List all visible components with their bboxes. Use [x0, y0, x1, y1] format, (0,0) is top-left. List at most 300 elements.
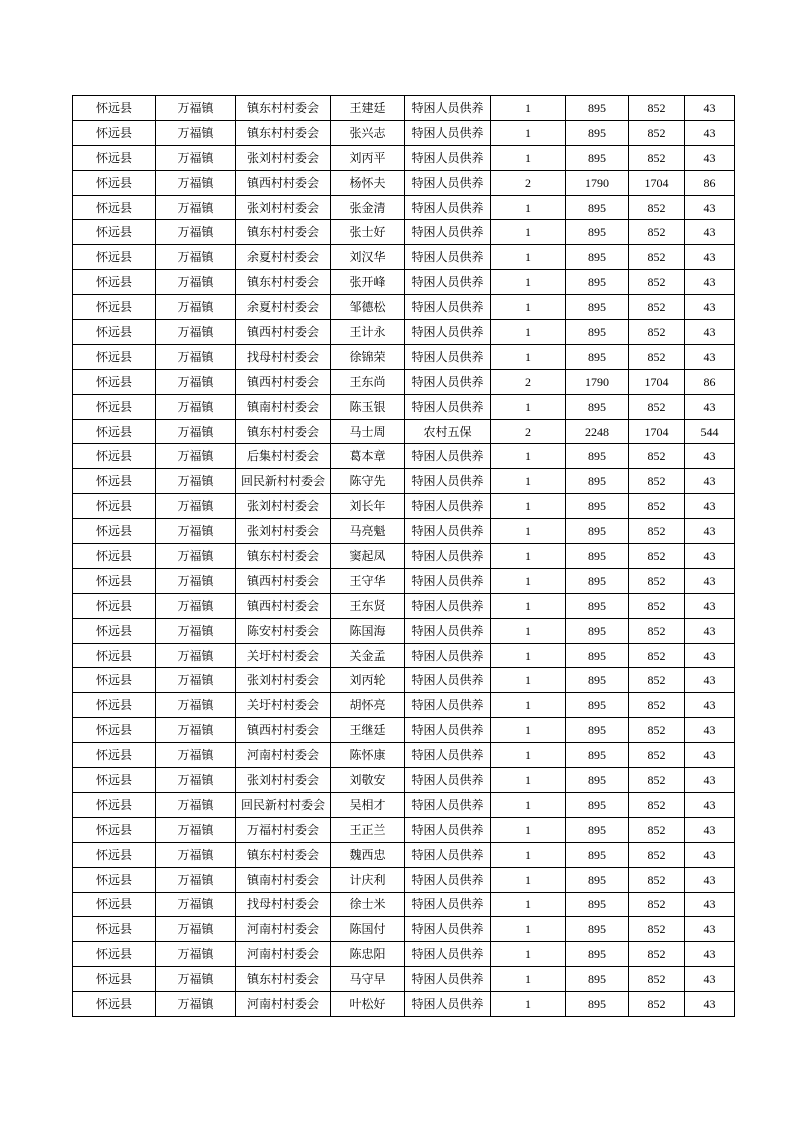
- village-committee-cell: 张刘村村委会: [236, 494, 331, 519]
- base-amount-cell: 852: [629, 618, 685, 643]
- village-committee-cell: 镇东村村委会: [236, 842, 331, 867]
- town-cell: 万福镇: [156, 295, 236, 320]
- household-size-cell: 1: [491, 544, 566, 569]
- assistance-type-cell: 特困人员供养: [405, 743, 491, 768]
- county-cell: 怀远县: [73, 917, 156, 942]
- village-committee-cell: 镇东村村委会: [236, 220, 331, 245]
- difference-cell: 43: [685, 245, 735, 270]
- person-name-cell: 陈怀康: [331, 743, 405, 768]
- town-cell: 万福镇: [156, 593, 236, 618]
- county-cell: 怀远县: [73, 170, 156, 195]
- base-amount-cell: 852: [629, 867, 685, 892]
- assistance-type-cell: 特困人员供养: [405, 817, 491, 842]
- person-name-cell: 魏西忠: [331, 842, 405, 867]
- base-amount-cell: 852: [629, 544, 685, 569]
- town-cell: 万福镇: [156, 394, 236, 419]
- village-committee-cell: 镇西村村委会: [236, 718, 331, 743]
- table-row: [73, 992, 735, 1017]
- town-cell: 万福镇: [156, 444, 236, 469]
- town-cell: 万福镇: [156, 245, 236, 270]
- town-cell: 万福镇: [156, 942, 236, 967]
- table-row: [73, 96, 735, 121]
- person-name-cell: 窦起凤: [331, 544, 405, 569]
- household-size-cell: 1: [491, 842, 566, 867]
- county-cell: 怀远县: [73, 519, 156, 544]
- assistance-type-cell: 特困人员供养: [405, 618, 491, 643]
- household-size-cell: 1: [491, 917, 566, 942]
- person-name-cell: 陈国海: [331, 618, 405, 643]
- town-cell: 万福镇: [156, 344, 236, 369]
- village-committee-cell: 后集村村委会: [236, 444, 331, 469]
- amount-cell: 895: [566, 469, 629, 494]
- household-size-cell: 2: [491, 419, 566, 444]
- amount-cell: 895: [566, 245, 629, 270]
- difference-cell: 43: [685, 817, 735, 842]
- amount-cell: 1790: [566, 170, 629, 195]
- amount-cell: 895: [566, 96, 629, 121]
- county-cell: 怀远县: [73, 295, 156, 320]
- household-size-cell: 1: [491, 344, 566, 369]
- county-cell: 怀远县: [73, 718, 156, 743]
- table-row: [73, 967, 735, 992]
- town-cell: 万福镇: [156, 768, 236, 793]
- person-name-cell: 邹德松: [331, 295, 405, 320]
- assistance-type-cell: 特困人员供养: [405, 344, 491, 369]
- village-committee-cell: 找母村村委会: [236, 344, 331, 369]
- household-size-cell: 1: [491, 245, 566, 270]
- amount-cell: 895: [566, 195, 629, 220]
- town-cell: 万福镇: [156, 792, 236, 817]
- base-amount-cell: 852: [629, 270, 685, 295]
- town-cell: 万福镇: [156, 967, 236, 992]
- base-amount-cell: 852: [629, 967, 685, 992]
- person-name-cell: 王东贤: [331, 593, 405, 618]
- assistance-type-cell: 特困人员供养: [405, 494, 491, 519]
- difference-cell: 43: [685, 295, 735, 320]
- base-amount-cell: 852: [629, 220, 685, 245]
- person-name-cell: 马守早: [331, 967, 405, 992]
- village-committee-cell: 镇东村村委会: [236, 120, 331, 145]
- county-cell: 怀远县: [73, 792, 156, 817]
- amount-cell: 895: [566, 544, 629, 569]
- town-cell: 万福镇: [156, 842, 236, 867]
- assistance-type-cell: 特困人员供养: [405, 519, 491, 544]
- difference-cell: 43: [685, 992, 735, 1017]
- town-cell: 万福镇: [156, 917, 236, 942]
- person-name-cell: 刘丙平: [331, 145, 405, 170]
- assistance-type-cell: 特困人员供养: [405, 992, 491, 1017]
- county-cell: 怀远县: [73, 195, 156, 220]
- county-cell: 怀远县: [73, 867, 156, 892]
- village-committee-cell: 镇东村村委会: [236, 544, 331, 569]
- amount-cell: 895: [566, 320, 629, 345]
- difference-cell: 43: [685, 743, 735, 768]
- person-name-cell: 陈忠阳: [331, 942, 405, 967]
- difference-cell: 43: [685, 768, 735, 793]
- household-size-cell: 1: [491, 668, 566, 693]
- village-committee-cell: 万福村村委会: [236, 817, 331, 842]
- town-cell: 万福镇: [156, 992, 236, 1017]
- county-cell: 怀远县: [73, 369, 156, 394]
- difference-cell: 43: [685, 693, 735, 718]
- household-size-cell: 1: [491, 220, 566, 245]
- table-row: [73, 718, 735, 743]
- table-row: [73, 519, 735, 544]
- village-committee-cell: 镇南村村委会: [236, 394, 331, 419]
- difference-cell: 43: [685, 444, 735, 469]
- amount-cell: 895: [566, 867, 629, 892]
- amount-cell: 2248: [566, 419, 629, 444]
- assistance-type-cell: 特困人员供养: [405, 394, 491, 419]
- base-amount-cell: 852: [629, 792, 685, 817]
- base-amount-cell: 852: [629, 469, 685, 494]
- assistance-type-cell: 特困人员供养: [405, 170, 491, 195]
- base-amount-cell: 852: [629, 394, 685, 419]
- assistance-type-cell: 特困人员供养: [405, 295, 491, 320]
- county-cell: 怀远县: [73, 942, 156, 967]
- difference-cell: 43: [685, 942, 735, 967]
- county-cell: 怀远县: [73, 320, 156, 345]
- table-row: [73, 344, 735, 369]
- assistance-type-cell: 特困人员供养: [405, 643, 491, 668]
- base-amount-cell: 852: [629, 693, 685, 718]
- household-size-cell: 1: [491, 96, 566, 121]
- person-name-cell: 马士周: [331, 419, 405, 444]
- person-name-cell: 张开峰: [331, 270, 405, 295]
- table-row: [73, 469, 735, 494]
- amount-cell: 895: [566, 270, 629, 295]
- county-cell: 怀远县: [73, 842, 156, 867]
- difference-cell: 43: [685, 867, 735, 892]
- assistance-type-cell: 特困人员供养: [405, 942, 491, 967]
- village-committee-cell: 回民新村村委会: [236, 469, 331, 494]
- amount-cell: 895: [566, 344, 629, 369]
- household-size-cell: 1: [491, 768, 566, 793]
- table-row: [73, 792, 735, 817]
- household-size-cell: 1: [491, 295, 566, 320]
- assistance-type-cell: 特困人员供养: [405, 320, 491, 345]
- county-cell: 怀远县: [73, 245, 156, 270]
- person-name-cell: 陈守先: [331, 469, 405, 494]
- base-amount-cell: 852: [629, 320, 685, 345]
- village-committee-cell: 河南村村委会: [236, 942, 331, 967]
- person-name-cell: 徐士米: [331, 892, 405, 917]
- village-committee-cell: 张刘村村委会: [236, 519, 331, 544]
- difference-cell: 43: [685, 718, 735, 743]
- difference-cell: 43: [685, 544, 735, 569]
- household-size-cell: 1: [491, 469, 566, 494]
- county-cell: 怀远县: [73, 394, 156, 419]
- base-amount-cell: 852: [629, 817, 685, 842]
- difference-cell: 43: [685, 892, 735, 917]
- base-amount-cell: 852: [629, 942, 685, 967]
- village-committee-cell: 镇西村村委会: [236, 369, 331, 394]
- town-cell: 万福镇: [156, 867, 236, 892]
- base-amount-cell: 852: [629, 145, 685, 170]
- difference-cell: 86: [685, 369, 735, 394]
- county-cell: 怀远县: [73, 618, 156, 643]
- town-cell: 万福镇: [156, 544, 236, 569]
- person-name-cell: 王东尚: [331, 369, 405, 394]
- household-size-cell: 2: [491, 170, 566, 195]
- county-cell: 怀远县: [73, 469, 156, 494]
- village-committee-cell: 镇西村村委会: [236, 320, 331, 345]
- person-name-cell: 计庆利: [331, 867, 405, 892]
- county-cell: 怀远县: [73, 593, 156, 618]
- amount-cell: 895: [566, 145, 629, 170]
- household-size-cell: 1: [491, 145, 566, 170]
- person-name-cell: 葛本章: [331, 444, 405, 469]
- amount-cell: 895: [566, 618, 629, 643]
- table-row: [73, 917, 735, 942]
- village-committee-cell: 镇东村村委会: [236, 419, 331, 444]
- base-amount-cell: 852: [629, 120, 685, 145]
- amount-cell: 895: [566, 693, 629, 718]
- household-size-cell: 1: [491, 519, 566, 544]
- difference-cell: 43: [685, 220, 735, 245]
- town-cell: 万福镇: [156, 469, 236, 494]
- county-cell: 怀远县: [73, 419, 156, 444]
- amount-cell: 895: [566, 917, 629, 942]
- village-committee-cell: 陈安村村委会: [236, 618, 331, 643]
- amount-cell: 895: [566, 942, 629, 967]
- person-name-cell: 徐锦荣: [331, 344, 405, 369]
- village-committee-cell: 张刘村村委会: [236, 145, 331, 170]
- assistance-type-cell: 特困人员供养: [405, 917, 491, 942]
- amount-cell: 895: [566, 842, 629, 867]
- table-row: [73, 145, 735, 170]
- town-cell: 万福镇: [156, 693, 236, 718]
- assistance-type-cell: 特困人员供养: [405, 768, 491, 793]
- person-name-cell: 刘长年: [331, 494, 405, 519]
- town-cell: 万福镇: [156, 96, 236, 121]
- difference-cell: 43: [685, 394, 735, 419]
- town-cell: 万福镇: [156, 718, 236, 743]
- county-cell: 怀远县: [73, 568, 156, 593]
- assistance-type-cell: 特困人员供养: [405, 369, 491, 394]
- table-row: [73, 942, 735, 967]
- base-amount-cell: 852: [629, 96, 685, 121]
- village-committee-cell: 镇西村村委会: [236, 170, 331, 195]
- village-committee-cell: 张刘村村委会: [236, 668, 331, 693]
- village-committee-cell: 河南村村委会: [236, 917, 331, 942]
- town-cell: 万福镇: [156, 668, 236, 693]
- amount-cell: 895: [566, 643, 629, 668]
- county-cell: 怀远县: [73, 270, 156, 295]
- village-committee-cell: 河南村村委会: [236, 992, 331, 1017]
- household-size-cell: 1: [491, 444, 566, 469]
- household-size-cell: 1: [491, 743, 566, 768]
- person-name-cell: 王正兰: [331, 817, 405, 842]
- assistance-type-cell: 特困人员供养: [405, 96, 491, 121]
- town-cell: 万福镇: [156, 419, 236, 444]
- difference-cell: 43: [685, 842, 735, 867]
- amount-cell: 895: [566, 768, 629, 793]
- assistance-type-cell: 特困人员供养: [405, 568, 491, 593]
- base-amount-cell: 852: [629, 568, 685, 593]
- table-row: [73, 768, 735, 793]
- village-committee-cell: 找母村村委会: [236, 892, 331, 917]
- table-row: [73, 743, 735, 768]
- table-row: [73, 693, 735, 718]
- household-size-cell: 1: [491, 643, 566, 668]
- town-cell: 万福镇: [156, 145, 236, 170]
- amount-cell: 895: [566, 519, 629, 544]
- town-cell: 万福镇: [156, 170, 236, 195]
- assistance-type-cell: 特困人员供养: [405, 270, 491, 295]
- table-row: [73, 369, 735, 394]
- table-row: [73, 544, 735, 569]
- base-amount-cell: 852: [629, 444, 685, 469]
- village-committee-cell: 河南村村委会: [236, 743, 331, 768]
- assistance-type-cell: 特困人员供养: [405, 195, 491, 220]
- table-row: [73, 842, 735, 867]
- household-size-cell: 1: [491, 593, 566, 618]
- county-cell: 怀远县: [73, 544, 156, 569]
- household-size-cell: 1: [491, 792, 566, 817]
- county-cell: 怀远县: [73, 768, 156, 793]
- table-row: [73, 170, 735, 195]
- county-cell: 怀远县: [73, 743, 156, 768]
- household-size-cell: 1: [491, 817, 566, 842]
- base-amount-cell: 852: [629, 195, 685, 220]
- town-cell: 万福镇: [156, 220, 236, 245]
- assistance-type-cell: 特困人员供养: [405, 792, 491, 817]
- amount-cell: 895: [566, 743, 629, 768]
- difference-cell: 43: [685, 593, 735, 618]
- person-name-cell: 马亮魁: [331, 519, 405, 544]
- base-amount-cell: 852: [629, 245, 685, 270]
- town-cell: 万福镇: [156, 120, 236, 145]
- town-cell: 万福镇: [156, 320, 236, 345]
- base-amount-cell: 852: [629, 344, 685, 369]
- town-cell: 万福镇: [156, 270, 236, 295]
- household-size-cell: 1: [491, 867, 566, 892]
- table-row: [73, 220, 735, 245]
- roster-body: [73, 96, 735, 1017]
- person-name-cell: 张金清: [331, 195, 405, 220]
- county-cell: 怀远县: [73, 643, 156, 668]
- household-size-cell: 1: [491, 618, 566, 643]
- village-committee-cell: 镇东村村委会: [236, 96, 331, 121]
- table-row: [73, 817, 735, 842]
- difference-cell: 43: [685, 568, 735, 593]
- village-committee-cell: 张刘村村委会: [236, 195, 331, 220]
- assistance-type-cell: 特困人员供养: [405, 967, 491, 992]
- table-row: [73, 295, 735, 320]
- county-cell: 怀远县: [73, 344, 156, 369]
- base-amount-cell: 852: [629, 668, 685, 693]
- table-row: [73, 419, 735, 444]
- difference-cell: 43: [685, 145, 735, 170]
- table-row: [73, 568, 735, 593]
- household-size-cell: 1: [491, 195, 566, 220]
- household-size-cell: 1: [491, 494, 566, 519]
- difference-cell: 43: [685, 120, 735, 145]
- village-committee-cell: 回民新村村委会: [236, 792, 331, 817]
- base-amount-cell: 852: [629, 992, 685, 1017]
- assistance-type-cell: 特困人员供养: [405, 145, 491, 170]
- table-row: [73, 668, 735, 693]
- base-amount-cell: 852: [629, 768, 685, 793]
- base-amount-cell: 1704: [629, 170, 685, 195]
- county-cell: 怀远县: [73, 668, 156, 693]
- person-name-cell: 陈国付: [331, 917, 405, 942]
- county-cell: 怀远县: [73, 494, 156, 519]
- county-cell: 怀远县: [73, 444, 156, 469]
- person-name-cell: 王计永: [331, 320, 405, 345]
- difference-cell: 43: [685, 967, 735, 992]
- person-name-cell: 刘敬安: [331, 768, 405, 793]
- household-size-cell: 1: [491, 892, 566, 917]
- base-amount-cell: 852: [629, 718, 685, 743]
- county-cell: 怀远县: [73, 817, 156, 842]
- amount-cell: 895: [566, 444, 629, 469]
- amount-cell: 895: [566, 394, 629, 419]
- table-row: [73, 245, 735, 270]
- village-committee-cell: 镇西村村委会: [236, 568, 331, 593]
- person-name-cell: 王守华: [331, 568, 405, 593]
- difference-cell: 43: [685, 917, 735, 942]
- amount-cell: 895: [566, 295, 629, 320]
- base-amount-cell: 852: [629, 643, 685, 668]
- amount-cell: 895: [566, 668, 629, 693]
- town-cell: 万福镇: [156, 743, 236, 768]
- county-cell: 怀远县: [73, 220, 156, 245]
- assistance-type-cell: 特困人员供养: [405, 693, 491, 718]
- difference-cell: 43: [685, 792, 735, 817]
- base-amount-cell: 852: [629, 842, 685, 867]
- amount-cell: 1790: [566, 369, 629, 394]
- village-committee-cell: 镇东村村委会: [236, 967, 331, 992]
- assistance-type-cell: 特困人员供养: [405, 220, 491, 245]
- base-amount-cell: 1704: [629, 369, 685, 394]
- household-size-cell: 1: [491, 320, 566, 345]
- assistance-type-cell: 特困人员供养: [405, 245, 491, 270]
- household-size-cell: 1: [491, 693, 566, 718]
- assistance-type-cell: 特困人员供养: [405, 892, 491, 917]
- table-row: [73, 444, 735, 469]
- amount-cell: 895: [566, 967, 629, 992]
- village-committee-cell: 余夏村村委会: [236, 245, 331, 270]
- amount-cell: 895: [566, 817, 629, 842]
- assistance-type-cell: 特困人员供养: [405, 544, 491, 569]
- table-row: [73, 195, 735, 220]
- person-name-cell: 张士好: [331, 220, 405, 245]
- town-cell: 万福镇: [156, 494, 236, 519]
- assistance-type-cell: 特困人员供养: [405, 718, 491, 743]
- amount-cell: 895: [566, 992, 629, 1017]
- county-cell: 怀远县: [73, 967, 156, 992]
- village-committee-cell: 镇西村村委会: [236, 593, 331, 618]
- household-size-cell: 1: [491, 718, 566, 743]
- household-size-cell: 1: [491, 270, 566, 295]
- amount-cell: 895: [566, 494, 629, 519]
- assistance-type-cell: 特困人员供养: [405, 867, 491, 892]
- difference-cell: 43: [685, 618, 735, 643]
- village-committee-cell: 关圩村村委会: [236, 643, 331, 668]
- difference-cell: 43: [685, 195, 735, 220]
- village-committee-cell: 张刘村村委会: [236, 768, 331, 793]
- amount-cell: 895: [566, 120, 629, 145]
- town-cell: 万福镇: [156, 892, 236, 917]
- town-cell: 万福镇: [156, 817, 236, 842]
- table-row: [73, 120, 735, 145]
- base-amount-cell: 852: [629, 892, 685, 917]
- county-cell: 怀远县: [73, 96, 156, 121]
- town-cell: 万福镇: [156, 643, 236, 668]
- county-cell: 怀远县: [73, 892, 156, 917]
